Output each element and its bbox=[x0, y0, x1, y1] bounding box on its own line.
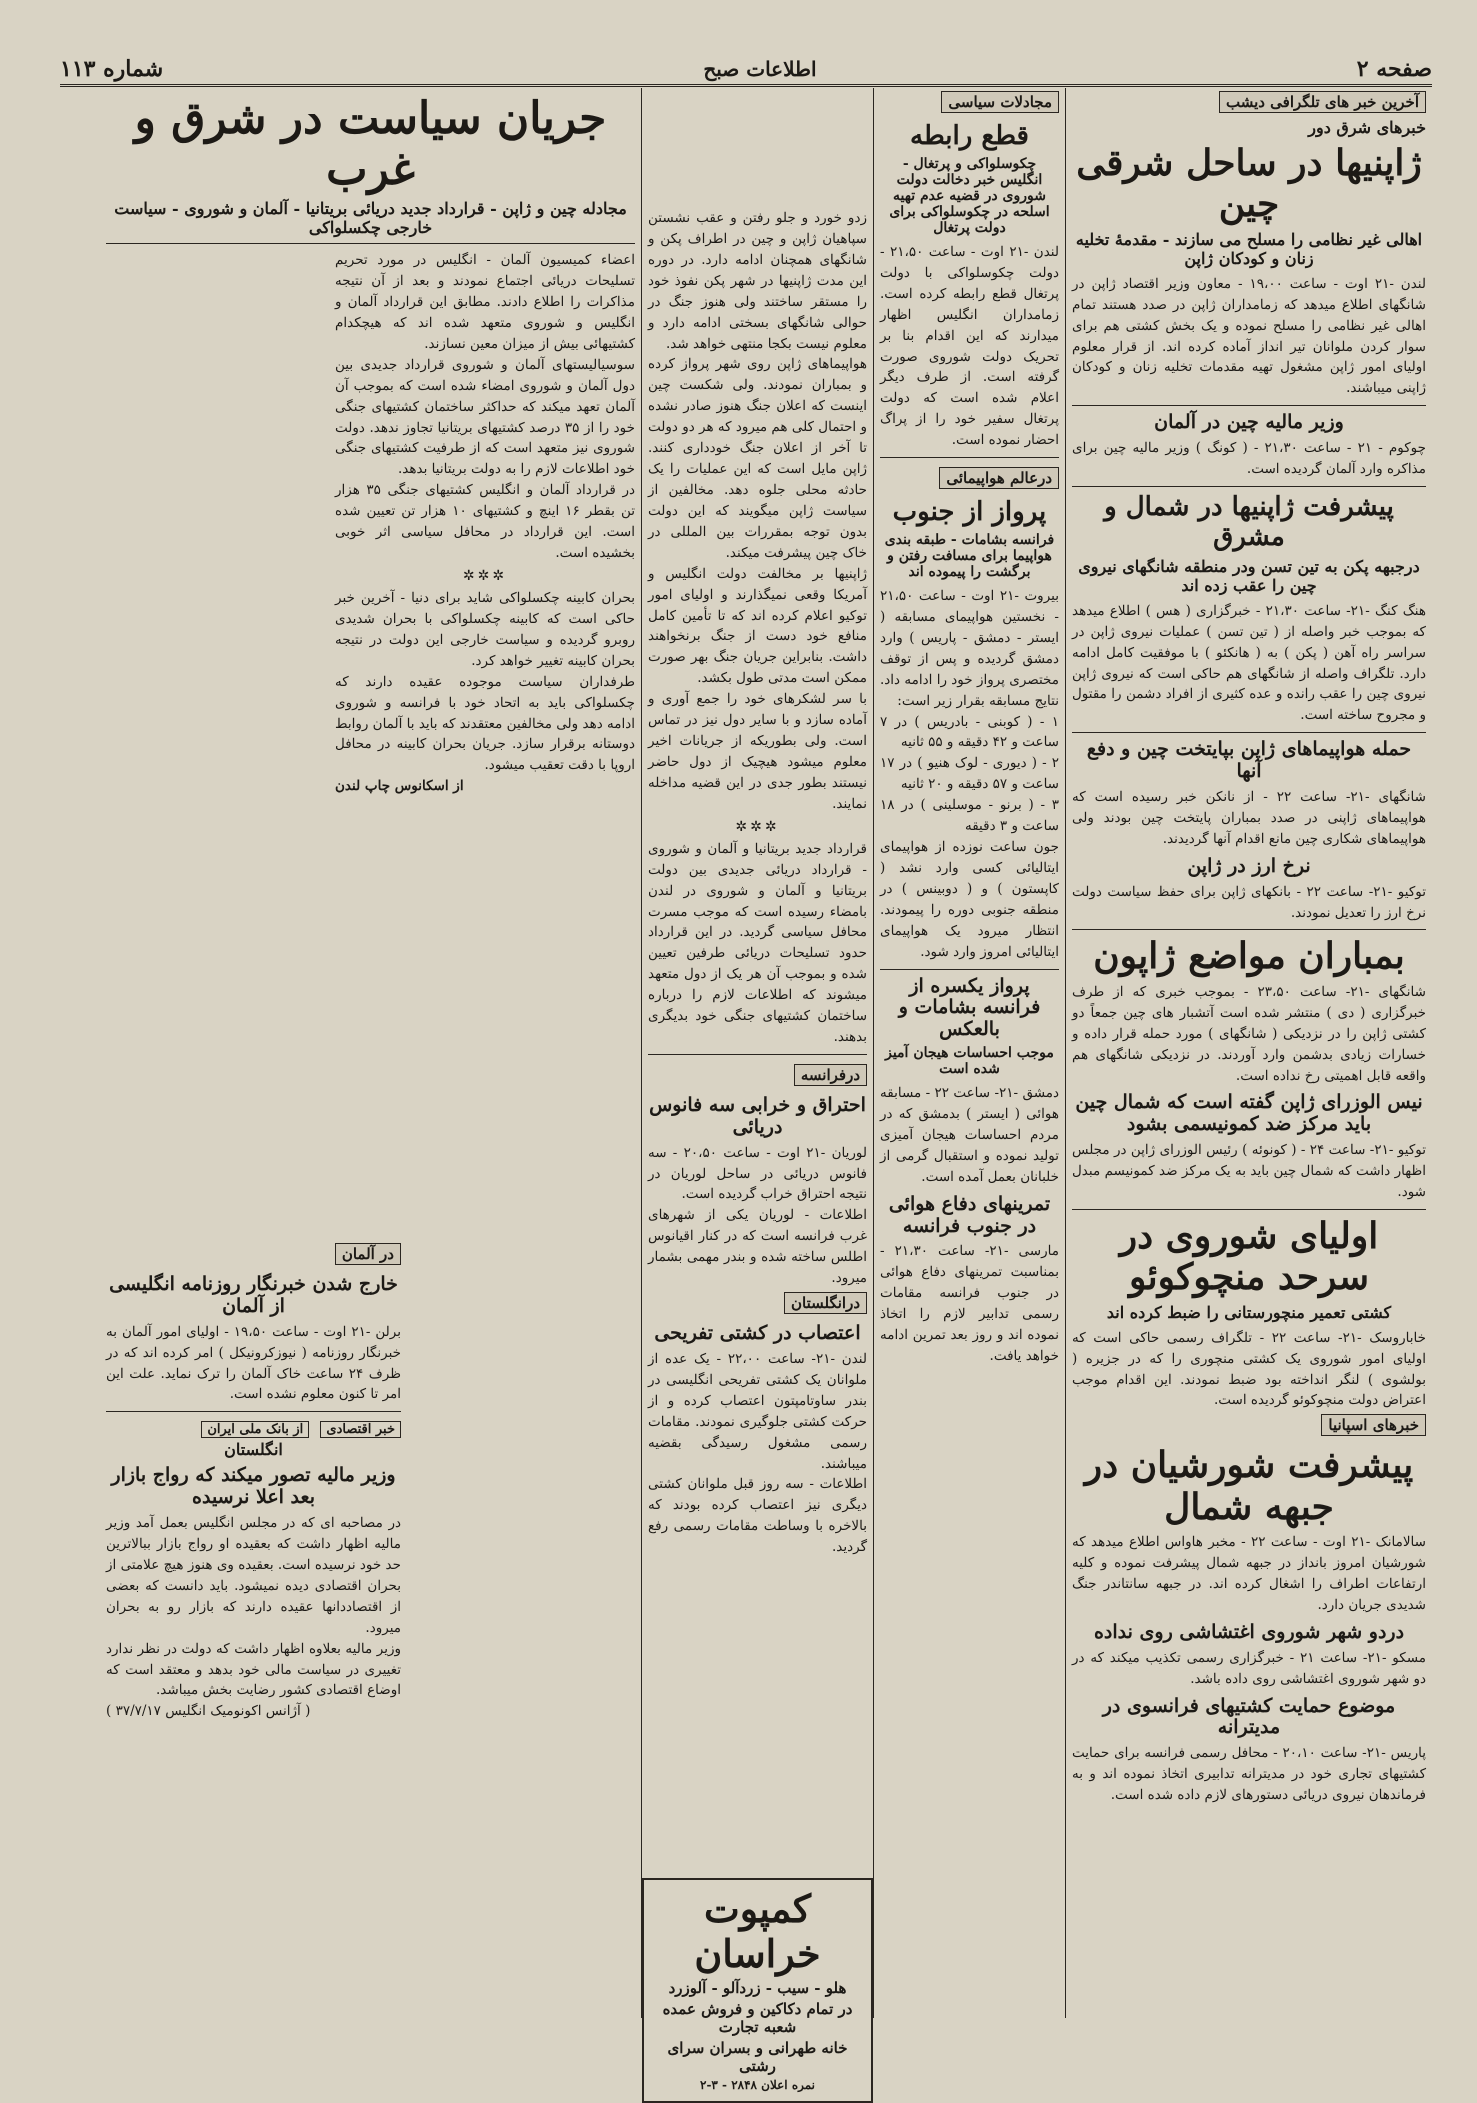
ad-title: کمپوت خراسان bbox=[694, 1886, 821, 1976]
article-lighthouses-info: اطلاعات - لوریان یکی از شهرهای غرب فرانسه است که در کنار اقیانوس اطلس ساخته شده و بندر مهمی بشمار میرود. bbox=[648, 1207, 867, 1287]
paper-name: اطلاعات صبح bbox=[703, 57, 817, 81]
headline-china-finance-minister: وزیر مالیه چین در آلمان bbox=[1154, 411, 1344, 434]
divider bbox=[880, 457, 1059, 458]
subhead-flight-south: فرانسه بشامات - طبقه بندی هواپیما برای مسافت رفتن و برگشت را پیموده اند bbox=[884, 532, 1055, 580]
section-label-aviation: درعالم هواپیمائی bbox=[939, 467, 1059, 489]
section-label-spain: خبرهای اسپانیا bbox=[1321, 1414, 1426, 1436]
article-east-west-body4: با سر لشکرهای خود را جمع آوری و آماده سازد و با سایر دول نیز در تماس است. ولی بطوریکه از جریانات اخیر معلوم میشود هیچیک از دول حاضر نیستند بطور جدی در این قضیه مداخله نمایند. bbox=[648, 691, 867, 812]
subhead-soviet-border: کشتی تعمیر منچورستانی را ضبط کرده اند bbox=[1106, 1302, 1392, 1322]
headline-flight-south: پرواز از جنوب bbox=[892, 497, 1047, 528]
headline-soviet-border: اولیای شوروی در سرحد منچوکوئو bbox=[1119, 1214, 1379, 1299]
section-label-political: مجادلات سیاسی bbox=[941, 91, 1059, 113]
article-czech-policy: طرفداران سیاست موجوده عقیده دارند که چکسلواکی باید به اتحاد خود با فرانسه و شوروی ادامه دهد ولی مخالفین معتقدند که باید با آلمان روابط دوستانه برقرار سازد. جریان بحران کابینه در محافل اروپا با دقت تعقیب میشود. bbox=[335, 673, 635, 774]
section-label-economy: خبر اقتصادی bbox=[320, 1421, 401, 1438]
article-naval-treaty: قرارداد جدید بریتانیا و آلمان و شوروی - قرارداد دریائی جدیدی بین دولت بریتانیا و آلمان و شوروی در لندن بامضاء رسیده است که موجب مسرت محافل سیاسی گردید. در این قرارداد حدود تسلیحات دریائی طرفین تعیین شده و بموجب آن هر یک از دول متعهد میشوند که اطلاعات لازم را درباره ساختمان کشتیهای جنگی خود بدیگری بدهند. bbox=[648, 840, 867, 1046]
section-label-france: درفرانسه bbox=[794, 1064, 867, 1086]
article-air-raid-capital: شانگهای -۲۱- ساعت ۲۲ - از نانکن خبر رسیده است که هواپیماهای ژاپنی در صدد بمباران پایتخت چین بودند ولی هواپیماهای شکاری چین مانع اقدام آنها گردیدند. bbox=[1072, 789, 1426, 847]
article-break-relations: لندن -۲۱ اوت - ساعت ۲۱،۵۰ - دولت چکوسلواکی با دولت پرتغال قطع رابطه کرده است. زمامداران انگلیس اظهار میدارند که این اقدام بنا بر تحریک دولت شوروی صورت گرفته است. از طرف دیگر اعلام شده است که دولت پرتغال سفیر خود را از پراگ احضار نموده است. bbox=[880, 243, 1059, 449]
article-soviet-border: خاباروسک -۲۱- ساعت ۲۲ - تلگراف رسمی حاکی است که اولیای امور شوروی یک کشتی منچوری را که در جزیره ( بولشوی ) لنگر انداخته بود ضبط نمودند. این اقدام موجب اعتراض دولت منچوکوئو گردیده است. bbox=[1072, 1329, 1426, 1409]
article-nonstop-flight: دمشق -۲۱- ساعت ۲۲ - مسابقه هوائی ( ایستر ) بدمشق که در مردم احساسات هیجان آمیزی تولید نموده و استقبال گرمی از خلبانان بعمل آمده است. bbox=[880, 1085, 1059, 1185]
headline-bombing-japan: بمباران مواضع ژاپون bbox=[1093, 935, 1405, 978]
divider-stars: ✲✲✲ bbox=[735, 818, 780, 835]
article-signature: از اسکانوس چاپ لندن bbox=[335, 778, 464, 795]
divider bbox=[1072, 405, 1426, 406]
headline-finance-minister: وزیر مالیه تصور میکند که رواج بازار بعد اعلا نرسیده bbox=[111, 1464, 396, 1509]
ad-line: در تمام دکاکین و فروش عمده شعبه تجارت bbox=[662, 2000, 853, 2036]
article-soviet-cities: مسکو -۲۱- ساعت ۲۱ - خبرگزاری رسمی تکذیب میکند که در دو شهر شوروی اغتشاشی روی داده باشد. bbox=[1072, 1649, 1426, 1687]
headline-lighthouses: احتراق و خرابی سه فانوس دریائی bbox=[649, 1093, 866, 1138]
page-number: صفحه ۲ bbox=[1356, 56, 1432, 82]
article-lighthouses: لوریان -۲۱ اوت - ساعت ۲۰،۵۰ - سه فانوس دریائی در ساحل لوریان در نتیجه احتراق خراب گردیده است. bbox=[648, 1144, 867, 1203]
subhead-east-west: مجادله چین و ژاپن - قرارداد جدید دریائی بریتانیا - آلمان و شوروی - سیاست خارجی چکسلواکی bbox=[114, 199, 627, 238]
article-correspondent: برلن -۲۱ اوت - ساعت ۱۹،۵۰ - اولیای امور آلمان به خبرنگار روزنامه ( نیوزکرونیکل ) امر کرده اند که در ظرف ۲۴ ساعت خاک آلمان را ترک نماید. علت این امر تا کنون معلوم نشده است. bbox=[106, 1323, 401, 1403]
section-label-bank: از بانک ملی ایران bbox=[201, 1421, 309, 1438]
result-item: ۲ - ( دیوری - لوک هنیو ) در ۱۷ ساعت و ۵۷ دقیقه و ۲۰ ثانیه bbox=[880, 755, 1059, 793]
divider bbox=[1072, 486, 1426, 487]
issue-number: شماره ۱۱۳ bbox=[60, 56, 164, 82]
result-item: ۱ - ( کوبنی - بادریس ) در ۷ ساعت و ۴۲ دقیقه و ۵۵ ثانیه bbox=[880, 713, 1059, 751]
article-soviet-germany: سوسیالیستهای آلمان و شوروی قرارداد جدیدی بین دول آلمان و شوروی امضاء شده است که بموجب آن آلمان تعهد میکند که حداکثر ساختمان کشتیهای جنگی خود را از ۳۵ درصد کشتیهای بریتانیا تجاوز ندهد. دولت شوروی نیز متعهد است که از طرفیت کشتیهای جنگی خود اطلاعات لازم را به دولت بریتانیا بدهد. bbox=[335, 356, 635, 478]
headline-ship-strike: اعتصاب در کشتی تفریحی bbox=[654, 1322, 861, 1345]
column-politics-east-west-cont bbox=[642, 88, 873, 2018]
result-item: ۳ - ( برنو - موسلینی ) در ۱۸ ساعت و ۳ دقیقه bbox=[880, 797, 1059, 835]
article-lead: اعضاء کمیسیون آلمان - انگلیس در مورد تحریم تسلیحات دریائی اجتماع نمودند و بعد از آن نتیجه مذاکرات را اطلاع دادند. مطابق این قرارداد آلمان و انگلیس و شوروی متعهد شده اند که هیچکدام کشتیهائی بیش از میزان معین نسازند. bbox=[335, 252, 635, 352]
headline-east-west: جریان سیاست در شرق و غرب bbox=[134, 93, 607, 195]
article-japan-china-coast: لندن -۲۱ اوت - ساعت ۱۹،۰۰ - معاون وزیر اقتصاد ژاپن در شانگهای اطلاع میدهد که زمامداران ژاپن در صدد هستند تمام اهالی غیر نظامی را مسلح نموده و یک بخش کشتی هم برای سوار کردن ملوانان تیر انداز آماده کرده اند. از قرار معلوم اولیای امور ژاپن مشغول تهیه مقدمات تخلیه زنان و کودکان ژاپنی میباشند. bbox=[1072, 275, 1426, 397]
divider-stars: ✲✲✲ bbox=[462, 568, 508, 585]
subhead-nonstop-flight: موجب احساسات هیجان آمیز شده است bbox=[885, 1045, 1054, 1078]
article-finance-minister: در مصاحبه ای که در مجلس انگلیس بعمل آمد وزیر مالیه اظهار داشت که بعقیده او رواج بازار ببالاترین حد خود نرسیده است. بعقیده وی هنوز هیچ علامتی از بحران اقتصادی دیده نمیشود. باید دانست که بعضی از اقتصاددانها عقیده دارند که بازار رو به بحران میرود. bbox=[106, 1515, 401, 1636]
column-telegraph-news bbox=[1066, 88, 1432, 2018]
column-political bbox=[873, 88, 1066, 2018]
article-french-ships: پاریس -۲۱- ساعت ۲۰،۱۰ - محافل رسمی فرانسه برای حمایت کشتیهای تجاری خود در مدیترانه تدابیری اتخاذ نموده اند و به فرماندهان نیروی دریائی دستورهای لازم داده شده است. bbox=[1072, 1745, 1426, 1804]
article-ship-strike: لندن -۲۱- ساعت ۲۲،۰۰ - یک عده از ملوانان یک کشتی تفریحی انگلیسی در بندر ساوتامپتون اعتصاب کرده و از حرکت کشتی جلوگیری نمودند. مقامات رسمی مشغول رسیدگی بقضیه میباشند. bbox=[648, 1350, 867, 1472]
divider bbox=[648, 1054, 867, 1055]
country-label: انگلستان bbox=[224, 1440, 283, 1460]
section-label-england: درانگلستان bbox=[784, 1292, 867, 1314]
divider bbox=[1072, 1209, 1426, 1210]
east-west-inner bbox=[335, 250, 635, 797]
divider bbox=[880, 969, 1059, 970]
article-bombing-japan: شانگهای -۲۱- ساعت ۲۳،۵۰ - بموجب خبری که از طرف خبرگزاری ( دی ) منتشر شده است آتشبار های چین جمعاً دو کشتی ژاپن را در نزدیکی ( شانگهای ) مورد حمله قرار داده و خسارات زیادی بدشمن وارد آوردند. در نزدیکی شانگهای هم واقعه قابل اهمیتی رخ نداده است. bbox=[1072, 983, 1426, 1084]
section-label: آخرین خبر های تلگرافی دیشب bbox=[1219, 91, 1426, 113]
headline-prime-minister: نیس الوزرای ژاپن گفته است که شمال چین باید مرکز ضد کمونیسمی بشود bbox=[1075, 1091, 1423, 1136]
headline-break-relations: قطع رابطه bbox=[910, 121, 1029, 151]
article-footer: ( آژانس اکونومیک انگلیس ۳۷/۷/۱۷ ) bbox=[106, 1703, 311, 1720]
headline-exchange-rate: نرخ ارز در ژاپن bbox=[1187, 854, 1311, 877]
subhead-japan-china-coast: اهالی غیر نظامی را مسلح می سازند - مقدمهٔ تخلیه زنان و کودکان ژاپن bbox=[1075, 229, 1423, 268]
article-east-west-body3: ژاپنیها بر مخالفت دولت انگلیس و آمریکا وقعی نمیگذارند و اولیای امور توکیو اعلام کرده اند که تا تأمین کامل منافع خود دست از جنگ برنخواهند داشت. بنابراین جریان جنگ بهر صورت ممکن است مدتی طول بکشد. bbox=[648, 565, 867, 687]
headline-nonstop-flight: پرواز یکسره از فرانسه بشامات و بالعکس bbox=[898, 974, 1041, 1041]
article-flight-south-cont: جون ساعت نوزده از هواپیمای ایتالیائی کسی وارد نشد ( کاپستون ) و ( دوبینس ) در منطقه جنوبی دوره را پیمودند. انتظار میرود یک هواپیمای ایتالیائی امروز وارد شود. bbox=[880, 839, 1059, 960]
article-air-defense: مارسی -۲۱- ساعت ۲۱،۳۰ - بمناسبت تمرینهای دفاع هوائی در جنوب فرانسه مقامات رسمی تدابیر لازم را اتخاذ نموده اند و روز بعد تمرین ادامه خواهد یافت. bbox=[880, 1243, 1059, 1365]
headline-rebels-north: پیشرفت شورشیان در جبهه شمال bbox=[1084, 1444, 1414, 1528]
article-japan-advance-north: هنگ کنگ -۲۱- ساعت ۲۱،۳۰ - خبرگزاری ( هس ) اطلاع میدهد که بموجب خبر واصله از ( تین تسن ) عملیات نیروی ژاپن در سراسر راه آهن ( پکن ) به ( هانکئو ) با موفقیت کامل ادامه دارد. تلگراف واصله از شانگهای هم حاکی است که نیروی ژاپن نیروی چین را عقب رانده و عده کثیری از افراد دشمن را مقتول و مجروح ساخته است. bbox=[1072, 602, 1427, 724]
article-ship-strike-info: اطلاعات - سه روز قبل ملوانان کشتی دیگری نیز اعتصاب کرده بودند که بالاخره با وساطت مقامات رسمی رفع گردید. bbox=[648, 1476, 867, 1556]
ad-footer: نمره اعلان ۲۸۴۸ - ۳-۲ bbox=[699, 2078, 816, 2092]
divider bbox=[1072, 732, 1426, 733]
headline-japan-china-coast: ژاپنیها در ساحل شرقی چین bbox=[1076, 142, 1422, 226]
article-china-finance-minister: چوکوم - ۲۱ - ساعت ۲۱،۳۰ - ( کونگ ) وزیر مالیه چین برای مذاکره وارد آلمان گردیده است. bbox=[1072, 440, 1426, 478]
headline-soviet-cities: دردو شهر شوروی اغتشاشی روی نداده bbox=[1093, 1620, 1405, 1643]
article-flight-south: بیروت -۲۱ اوت - ساعت ۲۱،۵۰ - نخستین هواپیمای مسابقه ( ایستر - دمشق - پاریس ) وارد دمشق گردیده و پس از توقف مختصری پرواز خود را ادامه داد. نتایج مسابقه بقرار زیر است: bbox=[880, 588, 1059, 709]
ad-line: هلو - سیب - زردآلو - آلوزرد bbox=[668, 1979, 847, 1997]
divider bbox=[106, 243, 635, 244]
headline-correspondent: خارج شدن خبرنگار روزنامه انگلیسی از آلمان bbox=[109, 1273, 398, 1317]
subhead-japan-advance-north: درجبهه پکن به تین تسن ودر منطقه شانگهای نیروی چین را عقب زده اند bbox=[1078, 556, 1420, 595]
advertisement-compote bbox=[642, 1878, 873, 2103]
article-rebels-north: سالامانک -۲۱ اوت - ساعت ۲۲ - مخبر هاواس اطلاع میدهد که شورشیان امروز بانداز در جبهه شمال پیشرفت نموده و کلیه ارتفاعات اطراف را اشغال کرده اند. در جبهه سانتاندر جنگ شدیدی جریان دارد. bbox=[1072, 1534, 1426, 1613]
divider bbox=[106, 1411, 401, 1412]
article-prime-minister: توکیو -۲۱- ساعت ۲۴ - ( کونوئه ) رئیس الوزرای ژاپن در مجلس اظهار داشت که شمال چین باید به یک مرکز ضد کمونیسم مبدل شود. bbox=[1072, 1142, 1426, 1200]
article-east-west-body2: هواپیماهای ژاپن روی شهر پرواز کرده و بمباران نمودند. ولی شکست چین اینست که اعلان جنگ هنوز صادر نشده و احتمال کلی هم میرود که هر دو دولت تا آخر از اعلان جنگ خودداری کنند. ژاپن مایل است که این عملیات را یک حادثه محلی جلوه دهد. مخالفین از سیاست ژاپن میگویند که این دولت بدون توجه بمقررات بین المللی در خاک چین پیشرفت میکند. bbox=[648, 356, 867, 561]
article-exchange-rate: توکیو -۲۱- ساعت ۲۲ - بانکهای ژاپن برای حفظ سیاست دولت نرخ ارز را تعدیل نمودند. bbox=[1072, 883, 1427, 921]
subhead-break-relations: چکوسلواکی و پرتغال - انگلیس خبر دخالت دولت شوروی در قضیه عدم تهیه اسلحه در چکوسلواکی برای دولت پرتغال bbox=[889, 155, 1050, 236]
headline-air-raid-capital: حمله هواپیماهای ژاپن بپایتخت چین و دفع آنها bbox=[1086, 738, 1412, 783]
headline-japan-advance-north: پیشرفت ژاپنیها در شمال و مشرق bbox=[1104, 492, 1394, 552]
section-label-far-east: خبرهای شرق دور bbox=[1308, 118, 1426, 137]
headline-french-ships: موضوع حمایت کشتیهای فرانسوی در مدیترانه bbox=[1102, 1694, 1396, 1739]
column-germany-economy bbox=[100, 1240, 407, 2020]
headline-air-defense: تمرینهای دفاع هوائی در جنوب فرانسه bbox=[888, 1192, 1051, 1237]
section-label-germany: در آلمان bbox=[335, 1243, 401, 1265]
article-czech-crisis: بحران کابینه چکسلواکی شاید برای دنیا - آخرین خبر حاکی است که کابینه چکسلواکی با بحران شدیدی روبرو گردیده و سیاست خارجی این دولت در نتیجه بحران کابینه تغییر خواهد کرد. bbox=[335, 590, 635, 669]
divider bbox=[1072, 929, 1426, 930]
article-east-west-body1: زدو خورد و جلو رفتن و عقب نشستن سپاهیان ژاپن و چین در اطراف پکن و شانگهای همچنان ادامه دارد. در دوره این مدت ژاپنیها در شهر پکن نفوذ خود را مستقر ساختند ولی هنوز جنگ در حوالی شانگهای بسختی ادامه دارد و معلوم نیست بکجا منتهی خواهد شد. bbox=[648, 210, 867, 352]
article-finance-minister-cont: وزیر مالیه بعلاوه اظهار داشت که دولت در نظر ندارد تغییری در سیاست مالی خود بدهد و معتقد است که اوضاع اقتصادی کشور رضایت بخش میباشد. bbox=[106, 1640, 401, 1699]
masthead bbox=[60, 54, 1432, 87]
article-treaty-details: در قرارداد آلمان و انگلیس کشتیهای جنگی ۳۵ هزار تن بقطر ۱۶ اینچ و کشتیهای ۱۰ هزار تن تعیین شده است. این قرارداد در محافل سیاسی اثر خوبی بخشیده است. bbox=[335, 482, 635, 562]
ad-line: خانه طهرانی و بسران سرای رشتی bbox=[667, 2039, 848, 2075]
